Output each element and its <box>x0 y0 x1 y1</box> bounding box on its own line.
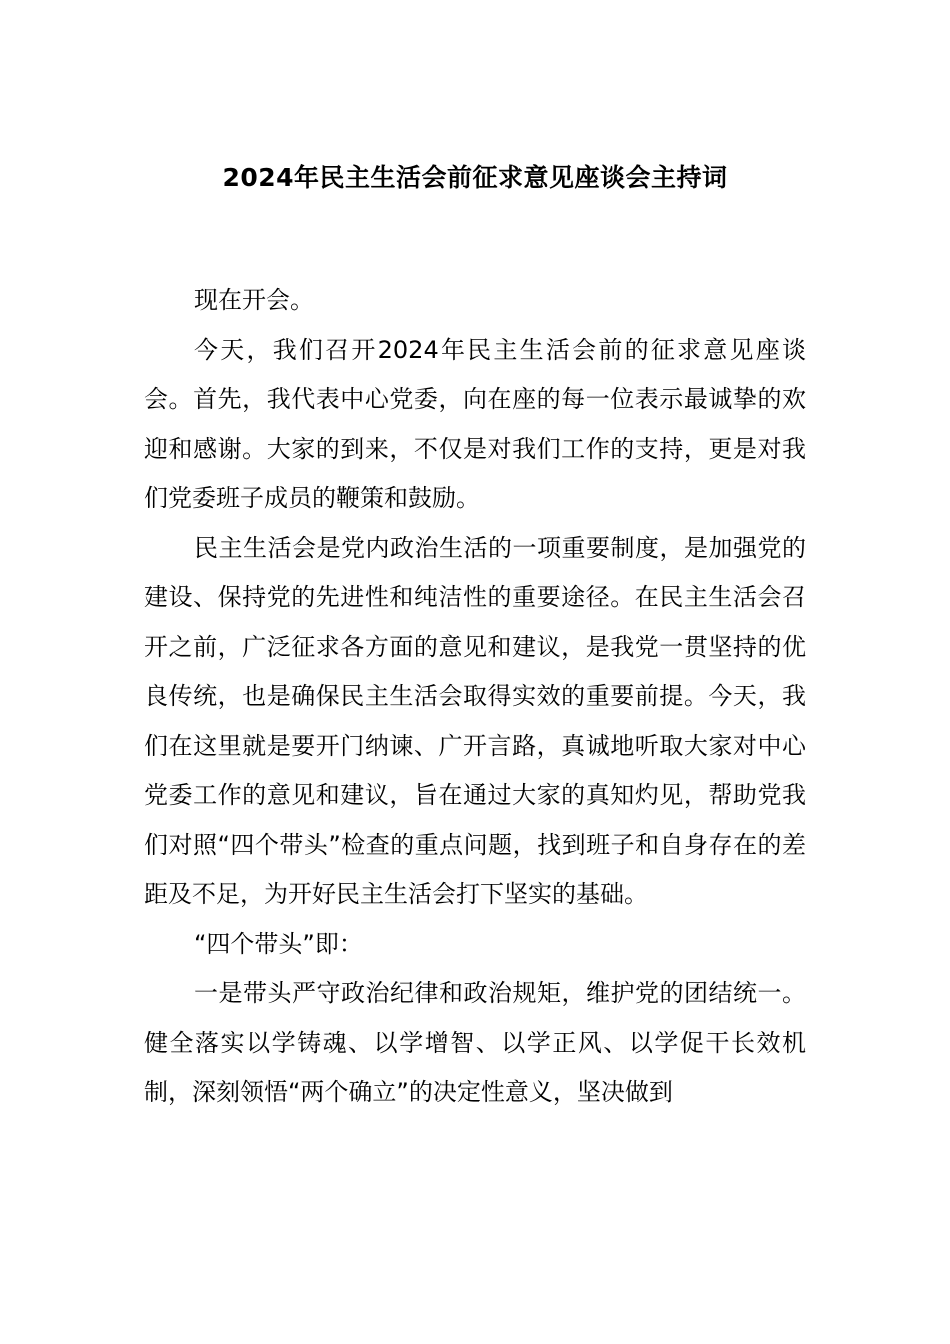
paragraph-opening: 现在开会。 <box>194 286 314 314</box>
paragraph-four-leads-intro: “四个带头”即： <box>194 929 363 958</box>
paragraph-welcome: 今天，我们召开2024年民主生活会前的征求意见座谈会。首先，我代表中心党委，向在座的每一位表示最诚挚的欢迎和感谢。大家的到来，不仅是对我们工作的支持，更是对我们党委班子成员的鞭策和鼓励。 <box>144 335 806 512</box>
paragraph-purpose: 民主生活会是党内政治生活的一项重要制度，是加强党的建设、保持党的先进性和纯洁性的重要途径。在民主生活会召开之前，广泛征求各方面的意见和建议，是我党一贯坚持的优良传统，也是确保民主生活会取得实效的重要前提。今天，我们在这里就是要开门纳谏、广开言路，真诚地听取大家对中心党委工作的意见和建议，旨在通过大家的真知灼见，帮助党我们对照“四个带头”检查的重点问题，找到班子和自身存在的差距及不足，为开好民主生活会打下坚实的基础。 <box>144 533 806 908</box>
document-title: 2024年民主生活会前征求意见座谈会主持词 <box>222 163 728 192</box>
paragraph-first-lead: 一是带头严守政治纪律和政治规矩，维护党的团结统一。健全落实以学铸魂、以学增智、以学正风、以学促干长效机制，深刻领悟“两个确立”的决定性意义，坚决做到 <box>144 979 806 1106</box>
document-body <box>144 276 806 1118</box>
